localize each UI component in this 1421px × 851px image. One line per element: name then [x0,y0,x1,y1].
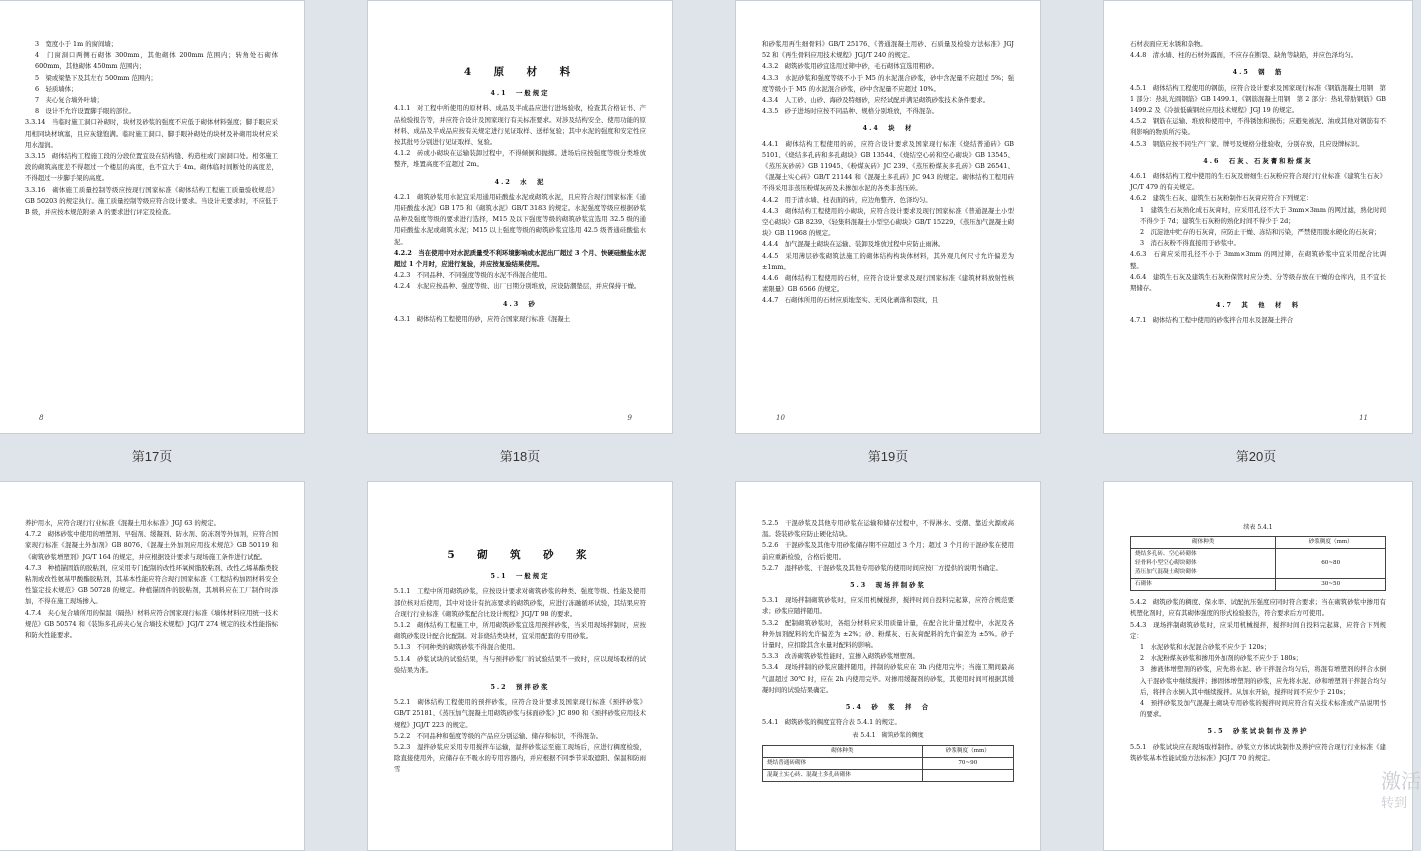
page-number: 9 [627,413,632,422]
clause-paragraph: 石材表面应无水锈和杂物。 [1130,40,1207,48]
clause-paragraph: 5.1.2 砌体结构工程施工中，所用砌筑砂浆宜选用预拌砂浆，当采用现场拌制时，应按砌筑砂浆设计配合比配制。对非烧结类块材，宜采用配套的专用砂浆。 [394,621,646,641]
clause-paragraph: 4.3.5 砂子进场时应按不同品种、规格分别堆放，不得混杂。 [762,107,939,116]
table-cell: 烧结普通砖砌体 [763,757,923,769]
clause-paragraph: 5.3.3 改善砌筑砂浆性能时，宜掺入砌筑砂浆增塑剂。 [762,652,919,661]
table-header-cell: 砌体种类 [1131,537,1276,549]
clause-paragraph: 养护用水，应符合现行行业标准《混凝土用水标准》JGJ 63 的规定。 [25,519,220,527]
clause-paragraph: 5.2.1 砌体结构工程使用的预拌砂浆，应符合设计要求及国家现行标准《预拌砂浆》GB/T 25181、《蒸压加气混凝土用砌筑砂浆与抹面砂浆》JC 890 和《预拌砂浆应用技术规程》JGJ/T 223 的规定。 [394,698,646,729]
table-header-row [763,745,1014,757]
clause-paragraph: 4.6.3 石膏应采用孔径不小于 3mm×3mm 的网过筛，在砌筑砂浆中宜采用配合比调整。 [1130,250,1386,270]
clause-paragraph: 4.4.7 石砌体所用的石材应质地坚实、无风化剥落和裂纹，且 [762,296,939,305]
watermark-line-2: 转到 [1381,795,1408,810]
clause-paragraph: 4.3.3 水泥砂浆和强度等级不小于 M5 的水泥混合砂浆，砂中含泥量不应超过 5%；强度等级小于 M5 的水泥混合砂浆，砂中含泥量不应超过 10%。 [762,73,1014,93]
table-cell: 70~90 [922,757,1013,769]
clause-paragraph: 5.4.2 砌筑砂浆的稠度、保水率、试配抗压强度应同时符合要求；当在砌筑砂浆中掺用有机塑化剂时，应有其砌体强度的形式检验报告，符合要求后方可使用。 [1130,598,1386,618]
consistency-table-continued [1130,536,1386,591]
clause-paragraph: 5 梁或梁垫下及其左右 500mm 范围内； [35,73,157,82]
clause-paragraph: 3.3.14 当临时施工洞口补砌时，块材及砂浆的强度不应低于砌体材料强度；脚手眼应采用相同块材填塞，且应灰缝饱满。临时施工洞口、脚手眼补砌处的块材及补砌用块材应采用水湿润。 [25,118,278,149]
clause-paragraph: 3 消石灰粉不得直接用于砂浆中。 [1140,239,1240,248]
page-body [25,1,278,218]
table-header-cell: 砌体种类 [763,745,923,757]
clause-paragraph: 3.3.15 砌体结构工程施工段的分段位置宜设在结构缝、构造柱或门窗洞口处。相邻施工段的砌筑高度差不得超过一个楼层的高度，也不宜大于 4m。砌体临时间断处的高度差，不得超过一步脚手架的高度。 [25,152,278,183]
clause-paragraph: 4.7.1 砌体结构工程中使用的砂浆拌合用水及混凝土拌合 [1130,316,1294,325]
clause-paragraph: 4.3.4 人工砂、山砂、海砂及特细砂，应经试配并满足砌筑砂浆技术条件要求。 [762,96,990,105]
clause-paragraph: 和砂浆用再生细骨料》GB/T 25176、《普通混凝土用砂、石质量及检验方法标准》JGJ 52 和《再生骨料应用技术规程》JGJ/T 240 的规定。 [762,40,1014,60]
section-heading: 4.2 水 泥 [494,177,546,186]
doc-page-12 [0,481,305,851]
section-heading: 4.7 其 他 材 料 [1215,301,1301,310]
clause-paragraph: 4.4.5 采用薄层砂浆砌筑法施工的砌体结构构块体材料，其外观几何尺寸允许偏差为 ±1mm。 [762,251,1014,271]
page-number: 8 [39,413,44,422]
chapter-title: 5 砌 筑 砂 浆 [447,549,593,561]
clause-paragraph: 5.4.3 现场拌制砌筑砂浆时，应采用机械搅拌，搅拌时间自投料完起算，应符合下列规定： [1130,620,1386,640]
clause-paragraph: 4.7.2 砌体砂浆中使用的增塑剂、早强剂、缓凝剂、防水剂、防冻剂等外加剂，应符合国家现行标准《混凝土外加剂》GB 8076、《混凝土外加剂应用技术规范》GB 50119 和《砌筑砂浆增塑剂》JG/T 164 的规定，并应根据设计要求与现场施工条件进行试配。 [25,530,278,561]
page-label-18[interactable]: 第18页 [499,449,541,464]
table-row [763,769,1014,781]
clause-paragraph: 5.3.4 现场拌制的砂浆应随拌随用，拌制的砂浆应在 3h 内使用完毕；当施工期间最高气温超过 30℃ 时，应在 2h 内使用完毕。对掺用缓凝剂的砂浆，其使用时间可根据其缓凝时间的试验结果确定。 [762,663,1014,694]
clause-paragraph: 5.5.1 砂浆试块应在现场取样制作。砂浆立方体试块制作及养护应符合现行行业标准《建筑砂浆基本性能试验方法标准》JGJ/T 70 的规定。 [1130,742,1386,762]
section-heading: 5.2 预拌砂浆 [490,683,550,692]
clause-paragraph: 5.2.6 干混砂浆及其他专用砂浆储存期不应超过 3 个月；超过 3 个月的干混砂浆在使用前应重新检验，合格后使用。 [762,541,1014,561]
doc-page-13 [367,481,673,851]
clause-paragraph: 4.4.1 砌体结构工程使用的砖，应符合设计要求及国家现行标准《烧结普通砖》GB 5101、《烧结多孔砖和多孔砌块》GB 13544、《烧结空心砖和空心砌块》GB 13545、《蒸压灰砂砖》GB 11945、《粉煤灰砖》JC 239、《蒸压粉煤灰多孔砖》GB 26541、《混凝土实心砖》GB/T 21144 和《混凝土多孔砖》JC 943 的规定。砌体结构工程用砖不得采用非蒸压粉煤灰砖及未掺加水泥的各类非蒸压砖。 [762,139,1014,193]
clause-paragraph: 4.2.3 不同品种、不同强度等级的水泥不得混合使用。 [394,271,551,280]
clause-paragraph: 4.1.1 对工程中所使用的原材料、成品及半成品应进行进场验收，检查其合格证书、产品检验报告等，并应符合设计及国家现行有关标准要求。对涉及结构安全、使用功能的原材料、成品及半成品应按有关规定进行见证取样、送样复验；其中水泥的强度和安定性应按其批号分别进行见证取样、复验。 [394,104,646,147]
chapter-title: 4 原 材 料 [463,66,577,78]
page-body [394,571,646,775]
clause-paragraph: 4.4.2 用于清水墙、柱表面的砖，应边角整齐、色泽均匀。 [762,195,932,204]
section-heading: 4.1 一般规定 [490,89,550,98]
clause-paragraph: 4.6.4 建筑生石灰及建筑生石灰粉保管时应分类、分等级存放在干燥的仓库内，且不宜长期储存。 [1130,272,1386,293]
page-label-19[interactable]: 第19页 [867,449,909,464]
clause-paragraph: 4.7.3 种植锚固筋的胶粘剂，应采用专门配制的改性环氧树脂胶粘剂、改性乙烯基酯类胶粘剂或改性氨基甲酸酯胶粘剂，其基本性能应符合现行国家标准《工程结构加固材料安全性鉴定技术规范》GB 50728 的规定。种植锚固件的胶粘剂，其填料应在工厂制作时添加，不得在施工现场掺入。 [25,563,278,606]
section-heading: 4.4 块 材 [862,124,914,133]
section-heading: 4.5 钢 筋 [1232,68,1284,77]
doc-page-15 [1103,481,1421,851]
doc-page-10 [735,0,1041,434]
doc-page-9 [367,0,673,434]
table-caption: 续表 5.4.1 [1243,524,1273,531]
clause-paragraph: 6 轻质墙体； [35,84,78,93]
page-label-20[interactable]: 第20页 [1235,449,1277,464]
clause-paragraph: 1 建筑生石灰熟化成石灰膏时，应采用孔径不大于 3mm×3mm 的网过滤，熟化时间不得少于 7d；建筑生石灰粉的熟化时间不得少于 2d； [1140,205,1386,225]
clause-paragraph: 3 掺液体增塑剂的砂浆，应先将水泥、砂干拌混合均匀后，将混有增塑剂的拌合水倒入干混砂浆中继续搅拌；掺固体增塑剂的砂浆，应先将水泥、砂和增塑剂干拌混合均匀后，将拌合水倒入其中继续搅拌。从加水开始，搅拌时间不应少于 210s； [1140,665,1386,696]
clause-paragraph: 4.6.2 建筑生石灰、建筑生石灰粉制作石灰膏应符合下列规定： [1130,194,1313,203]
clause-paragraph: 4.2.1 砌筑砂浆用水泥宜采用通用硅酸盐水泥或砌筑水泥，且应符合现行国家标准《通用硅酸盐水泥》GB 175 和《砌筑水泥》GB/T 3183 的规定。水泥强度等级应根据砂浆品种及强度等级的要求进行选择，M15 及以下强度等级的砌筑砂浆宜选用 32.5 级的通用硅酸盐水泥或砌筑水泥；M15 以上强度等级的砌筑砂浆宜选用 42.5 级普通硅酸盐水泥。 [394,192,646,246]
clause-paragraph: 4.3.1 砌体结构工程使用的砂，应符合国家现行标准《混凝土 [394,314,571,323]
clause-paragraph: 5.1.1 工程中所用砌筑砂浆，应按设计要求对砌筑砂浆的种类、强度等级、性能及使用部位核对后使用，其中对设计有抗冻要求的砌筑砂浆，应进行冻融循环试验，其结果应符合现行行业标准《砌筑砂浆配合比设计规程》JGJ/T 98 的要求。 [394,587,646,618]
clause-paragraph: 2 沉淀池中贮存的石灰膏，应防止干燥、冻结和污染，严禁使用脱水硬化的石灰膏； [1140,228,1381,237]
table-header-cell: 砂浆稠度（mm） [1276,537,1386,549]
table-cell [922,769,1013,781]
table-row [1131,579,1386,591]
clause-paragraph: 4.2.2 当在使用中对水泥质量受不利环境影响或水泥出厂超过 3 个月、快硬硅酸盐水泥超过 1 个月时，应进行复验，并应按复验结果使用。 [394,248,646,269]
clause-paragraph: 7 夹心复合墙外叶墙； [35,96,103,105]
clause-paragraph: 4 预拌砂浆及加气混凝土砌块专用砂浆的搅拌时间应符合有关技术标准或产品说明书的要求。 [1140,699,1386,719]
clause-paragraph: 5.3.2 配制砌筑砂浆时，各组分材料应采用质量计量，在配合比计量过程中，水泥及各种外加剂配料的允许偏差为 ±2%；砂、粉煤灰、石灰膏配料的允许偏差为 ±5%。砂子计量时，应扣除其含水量对配料的影响。 [762,618,1014,650]
clause-paragraph: 5.2.5 干混砂浆及其他专用砂浆在运输和储存过程中，不得淋水、受潮、靠近火源或高温。袋装砂浆应防止硬化结块。 [762,519,1014,539]
page-label-17[interactable]: 第17页 [131,449,173,464]
section-heading: 5.3 现场拌制砂浆 [850,581,926,590]
page-number: 10 [776,413,785,422]
clause-paragraph: 1 水泥砂浆和水泥混合砂浆不应少于 120s； [1140,643,1271,652]
clause-paragraph: 5.1.3 不同种类的砌筑砂浆不得混合使用。 [394,643,519,652]
table-cell: 60~80 [1276,549,1386,579]
page-body [1130,597,1386,764]
table-cell: 烧结多孔砖、空心砖砌体 轻骨料小型空心砌块砌体 蒸压加气混凝土砌块砌体 [1131,549,1276,579]
activation-watermark [1381,770,1421,812]
doc-page-11 [1103,0,1413,434]
table-row [1131,549,1386,579]
section-heading: 5.4 砂 浆 拌 合 [845,703,931,712]
clause-paragraph: 4.5.1 砌体结构工程使用的钢筋，应符合设计要求及国家现行标准《钢筋混凝土用钢 第 1 部分：热轧光圆钢筋》GB 1499.1、《钢筋混凝土用钢 第 2 部分：热轧带肋钢筋》GB 1499.2 及《冷拔低碳钢丝应用技术规程》JGJ 19 的规定。 [1130,83,1386,115]
clause-paragraph: 4.1.2 砖或小砌块在运输装卸过程中，不得倾倒和抛掷。进场后应按强度等级分类堆放整齐，堆置高度不宜超过 2m。 [394,149,646,169]
doc-page-8 [0,0,305,434]
page-body [762,482,1014,728]
clause-paragraph: 5.2.3 湿拌砂浆应采用专用搅拌车运输，湿拌砂浆运至施工现场后，应进行稠度检验，除直接使用外，应储存在不吸水的专用容器内，并应根据不同季节采取遮阳、保温和防雨雪 [394,743,646,774]
watermark-line-1: 激活 [1381,771,1421,793]
clause-paragraph: 4 门窗洞口两侧石砌体 300mm，其他砌体 200mm 范围内；转角处石砌体 600mm，其他砌体 450mm 范围内； [35,51,278,71]
clause-paragraph: 4.4.4 加气混凝土砌块在运输、装卸及堆放过程中应防止雨淋。 [762,240,945,249]
page-body [762,1,1014,307]
clause-paragraph: 5.3.1 现场拌制砌筑砂浆时，应采用机械搅拌，搅拌时间自投料完起算，应符合规范要求；砂浆应随拌随用。 [762,596,1014,616]
clause-paragraph: 4.5.2 钢筋在运输、堆放和使用中，不得锈蚀和损伤；应避免被泥、油或其他对钢筋有不利影响的物质所污染。 [1130,117,1386,137]
clause-paragraph: 3 宽度小于 1m 的窗间墙； [35,40,118,48]
table-cell: 石砌体 [1131,579,1276,591]
table-header-row [1131,537,1386,549]
page-body [25,482,278,641]
clause-paragraph: 4.6.1 砌体结构工程中使用的生石灰及磨细生石灰粉应符合现行行业标准《建筑生石灰》JC/T 479 的有关规定。 [1130,172,1386,192]
clause-paragraph: 4.5.3 钢筋应按不同生产厂家、牌号及规格分批验收，分别存放，且应设牌标识。 [1130,139,1364,148]
doc-page-14 [735,481,1041,851]
section-heading: 4.6 石灰、石灰膏和粉煤灰 [1203,156,1313,165]
clause-paragraph: 4.4.6 砌体结构工程使用的石材，应符合设计要求及现行国家标准《建筑材料放射性核素限量》GB 6566 的规定。 [762,274,1014,294]
table-caption: 表 5.4.1 砌筑砂浆的稠度 [852,732,924,740]
page-body [1130,1,1386,327]
section-heading: 4.3 砂 [503,299,537,308]
clause-paragraph: 5.2.7 湿拌砂浆、干混砂浆及其他专用砂浆的使用时间应按厂方提供的说明书确定。 [762,563,1002,572]
clause-paragraph: 5.4.1 砌筑砂浆的稠度宜符合表 5.4.1 的规定。 [762,718,901,727]
clause-paragraph: 8 设计不允许设置脚手眼的部位。 [35,107,135,116]
page-number: 11 [1359,413,1368,422]
clause-paragraph: 5.1.4 砂浆试块的试验结果，当与预拌砂浆厂的试验结果不一致时，应以现场取样的试验结果为准。 [394,654,646,674]
section-heading: 5.5 砂浆试块制作及养护 [1207,727,1309,736]
section-heading: 5.1 一般规定 [490,572,550,581]
clause-paragraph: 4.4.8 清水墙、柱的石材外露面，不应存在断裂、缺角等缺陷，并应色泽均匀。 [1130,51,1358,60]
table-header-cell: 砂浆稠度（mm） [922,745,1013,757]
clause-paragraph: 3.3.16 砌体施工质量控制等级应按现行国家标准《砌体结构工程施工质量验收规范》GB 50203 的规定执行。施工质量控制等级应符合设计要求。当设计无要求时，不应低于 B 级，并应按本规范附录 A 的要求进行评定及检查。 [25,185,278,217]
consistency-table [762,745,1014,782]
table-cell: 混凝土实心砖、混凝土多孔砖砌体 [763,769,923,781]
clause-paragraph: 2 水泥粉煤灰砂浆和掺用外加剂的砂浆不应少于 180s； [1140,654,1303,663]
page-body [394,88,646,325]
clause-paragraph: 4.3.2 砌筑砂浆用砂宜选用过筛中砂，毛石砌体宜选用粗砂。 [762,62,939,71]
clause-paragraph: 4.7.4 夹心复合墙所用的保温（隔热）材料应符合国家现行标准《墙体材料应用统一技术规范》GB 50574 和《装饰多孔砖夹心复合墙技术规程》JGJ/T 274 规定的技术性能指标和防火性能要求。 [25,608,278,640]
table-cell: 30~50 [1276,579,1386,591]
clause-paragraph: 4.4.3 砌体结构工程使用的小砌块，应符合设计要求及现行国家标准《普通混凝土小型空心砌块》GB 8239、《轻集料混凝土小型空心砌块》GB/T 15229、《蒸压加气混凝土砌块》GB 11968 的规定。 [762,206,1014,238]
clause-paragraph: 4.2.4 水泥应按品种、强度等级、出厂日期分别堆放，应设防潮垫层，并应保持干燥。 [394,282,641,291]
table-row [763,757,1014,769]
clause-paragraph: 5.2.2 不同品种和强度等级的产品应分别运输、储存和标识，不得混杂。 [394,731,602,740]
